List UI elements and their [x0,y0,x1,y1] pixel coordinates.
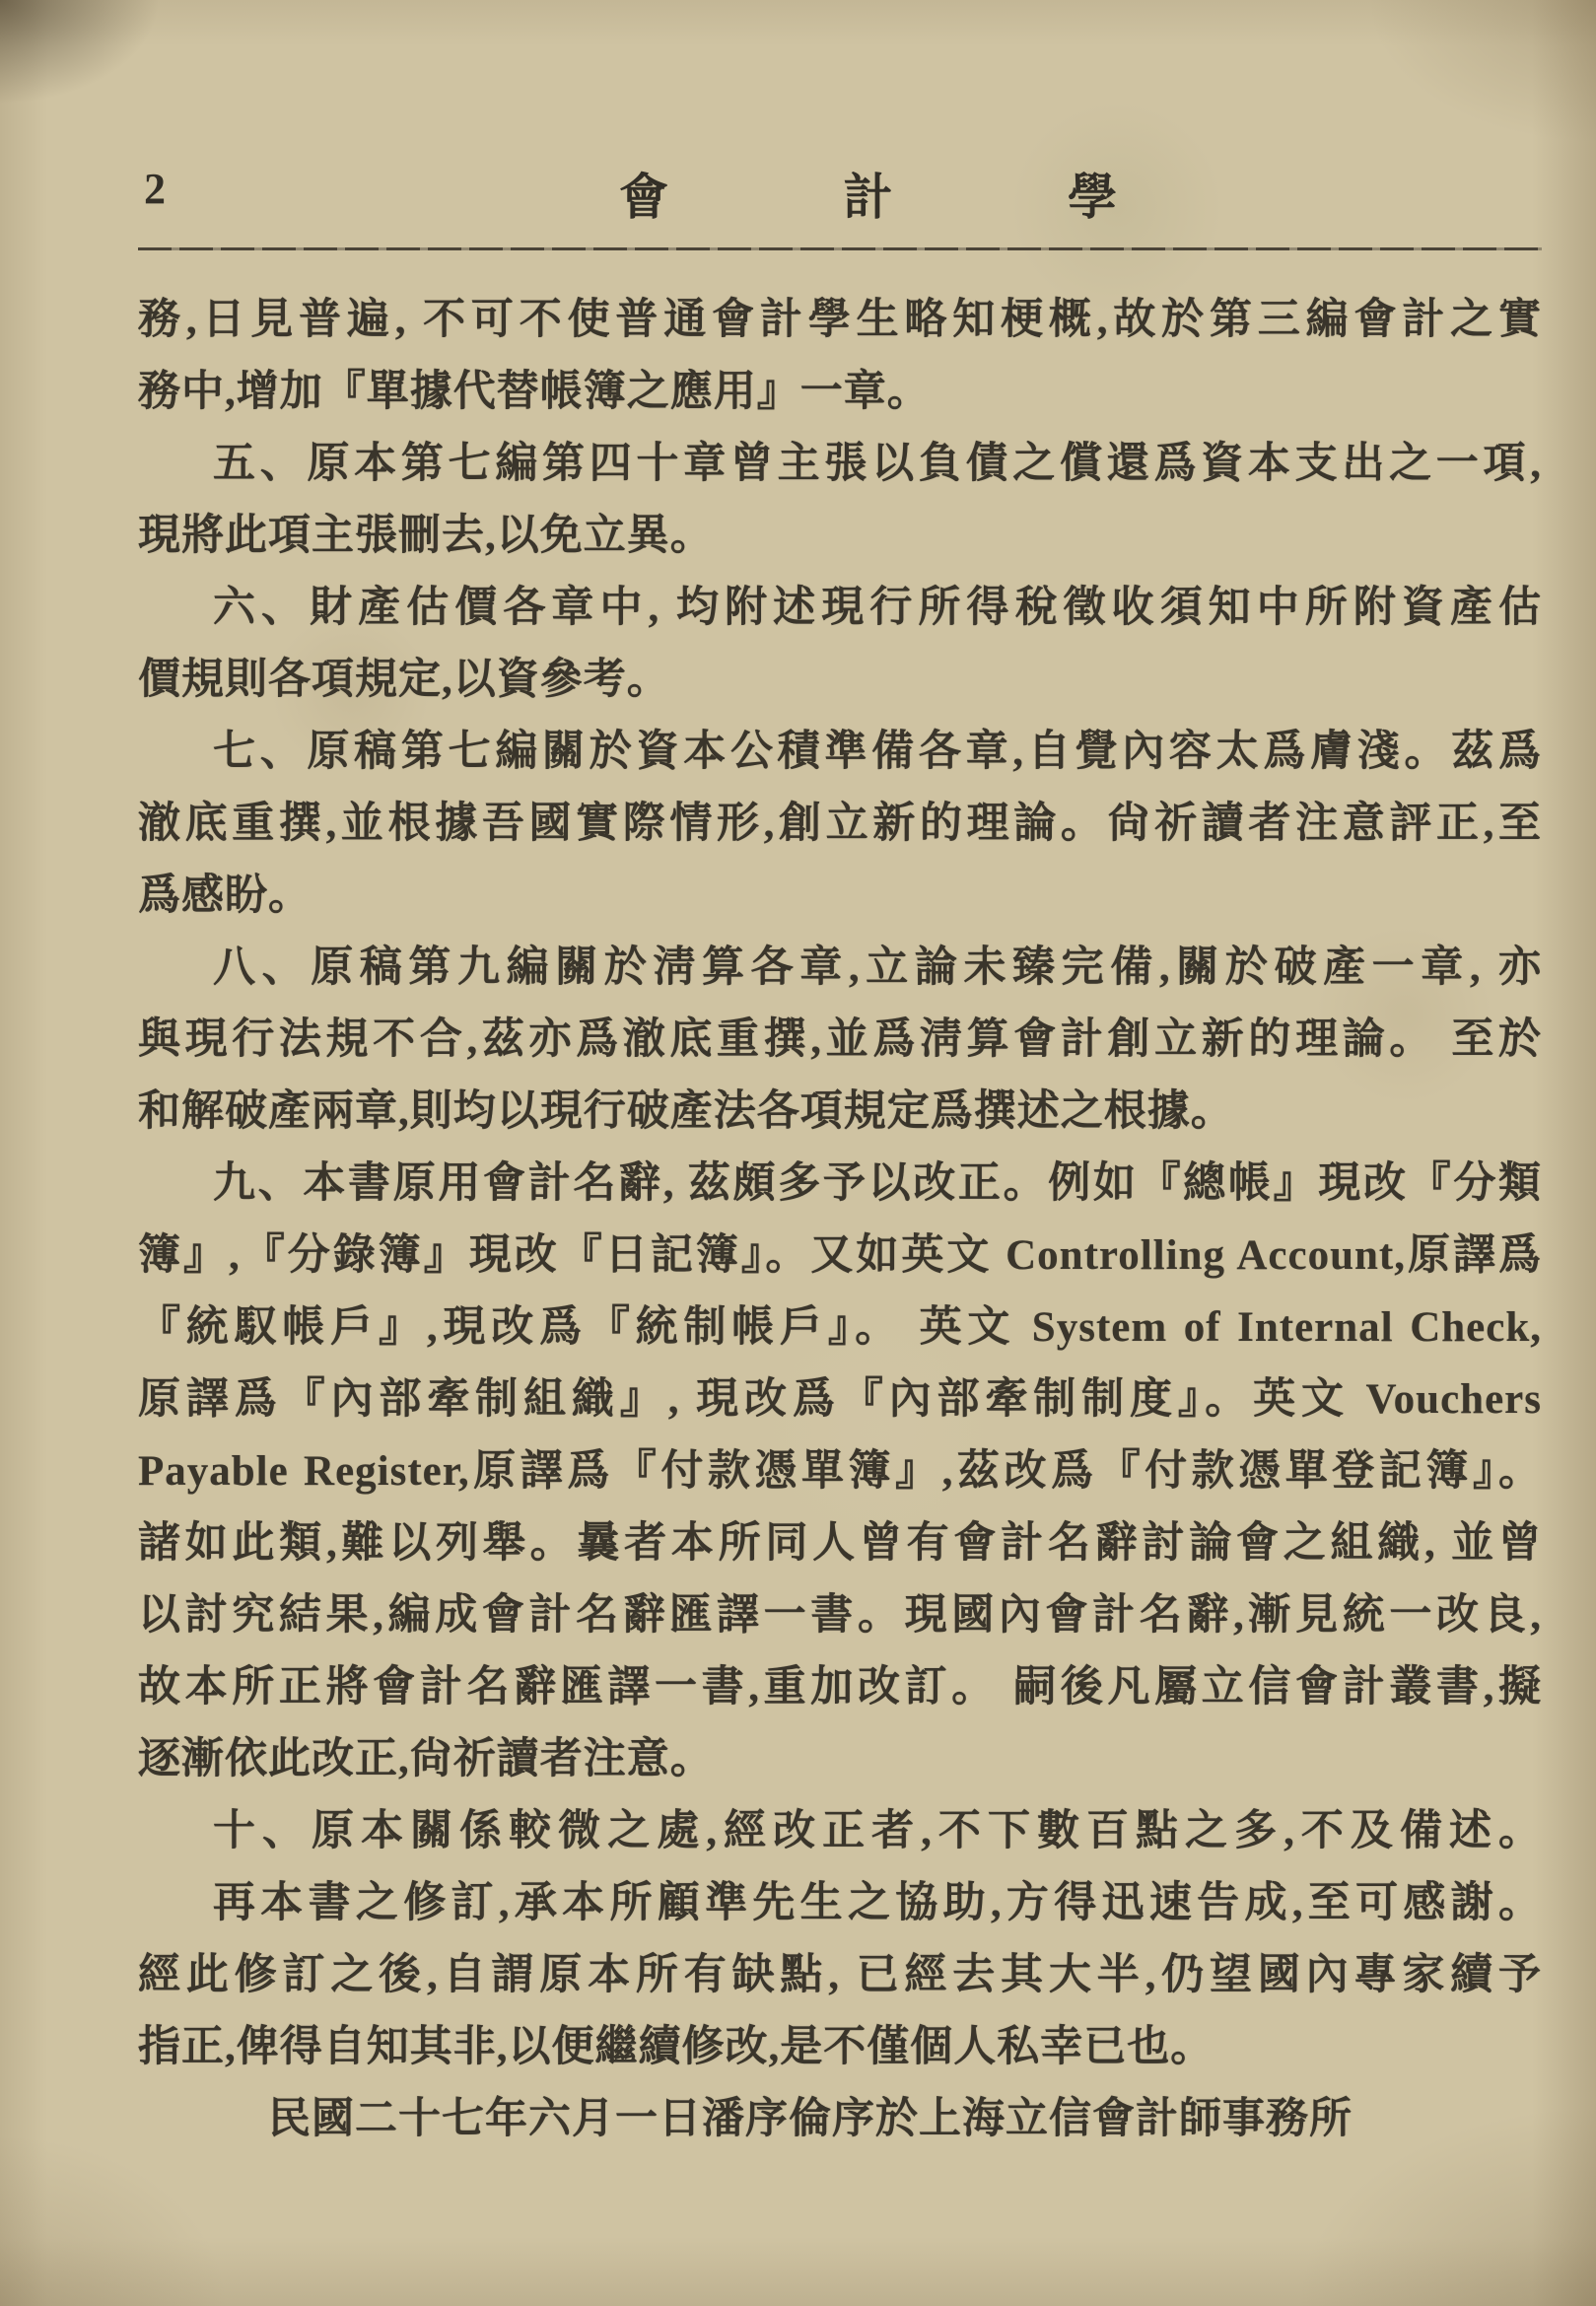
title-char-3: 學 [1068,170,1117,225]
preface-line: 『統馭帳戶』,現改爲『統制帳戶』。 英文 System of Internal Check, [138,1304,1542,1351]
page-number: 2 [144,165,166,213]
preface-body [138,284,1542,2155]
preface-line: 簿』,『分錄簿』現改『日記簿』。又如英文 Controlling Account,原譯爲 [138,1232,1542,1279]
running-head-title [619,158,1117,229]
preface-line: 以討究結果,編成會計名辭匯譯一書。現國內會計名辭,漸見統一改良, [138,1592,1542,1639]
preface-line: 諸如此類,難以列舉。曩者本所同人曾有會計名辭討論會之組織, 並曾 [138,1520,1542,1567]
preface-line: 六、財產估價各章中, 均附述現行所得稅徵收須知中所附資產估 [213,585,1542,631]
title-char-2: 計 [843,170,893,225]
preface-line: 澈底重撰,並根據吾國實際情形,創立新的理論。尙祈讀者注意評正,至 [138,801,1542,847]
header-rule [138,247,1542,250]
preface-line: 民國二十七年六月一日潘序倫序於上海立信會計師事務所 [268,2096,1353,2142]
preface-line: 現將此項主張刪去,以免立異。 [138,513,714,559]
preface-line: 再本書之修訂,承本所顧準先生之協助,方得迅速告成,至可感謝。 [213,1880,1542,1926]
preface-line: 務,日見普遍, 不可不使普通會計學生略知梗概,故於第三編會計之實 [138,297,1542,343]
preface-line: 九、本書原用會計名辭, 茲頗多予以改正。例如『總帳』現改『分類 [213,1160,1542,1207]
preface-line: 和解破產兩章,則均以現行破產法各項規定爲撰述之根據。 [138,1088,1234,1135]
preface-line: 八、原稿第九編關於淸算各章,立論未臻完備,關於破產一章, 亦 [213,944,1542,991]
title-char-1: 會 [619,170,668,225]
preface-line: 五、原本第七編第四十章曾主張以負債之償還爲資本支出之一項, [213,441,1542,487]
preface-line: 故本所正將會計名辭匯譯一書,重加改訂。 嗣後凡屬立信會計叢書,擬 [138,1664,1542,1711]
preface-line: 七、原稿第七編關於資本公積準備各章,自覺內容太爲膚淺。茲爲 [213,729,1542,775]
preface-line: 原譯爲『內部牽制組織』, 現改爲『內部牽制制度』。英文 Vouchers [138,1376,1542,1423]
preface-line: 與現行法規不合,茲亦爲澈底重撰,並爲淸算會計創立新的理論。 至於 [138,1016,1542,1063]
preface-line: 價規則各項規定,以資參考。 [138,657,670,703]
preface-line: 務中,增加『單據代替帳簿之應用』一章。 [138,369,931,415]
preface-line: 逐漸依此改正,尙祈讀者注意。 [138,1736,714,1782]
preface-line: 指正,俾得自知其非,以便繼續修改,是不僅個人私幸已也。 [138,2024,1214,2070]
preface-line: 十、原本關係較微之處,經改正者,不下數百點之多,不及備述。 [213,1808,1542,1854]
preface-line: 經此修訂之後,自謂原本所有缺點, 已經去其大半,仍望國內專家續予 [138,1952,1542,1998]
preface-line: 爲感盼。 [138,873,312,919]
preface-line: Payable Register,原譯爲『付款憑單簿』,茲改爲『付款憑單登記簿』。 [138,1448,1542,1495]
